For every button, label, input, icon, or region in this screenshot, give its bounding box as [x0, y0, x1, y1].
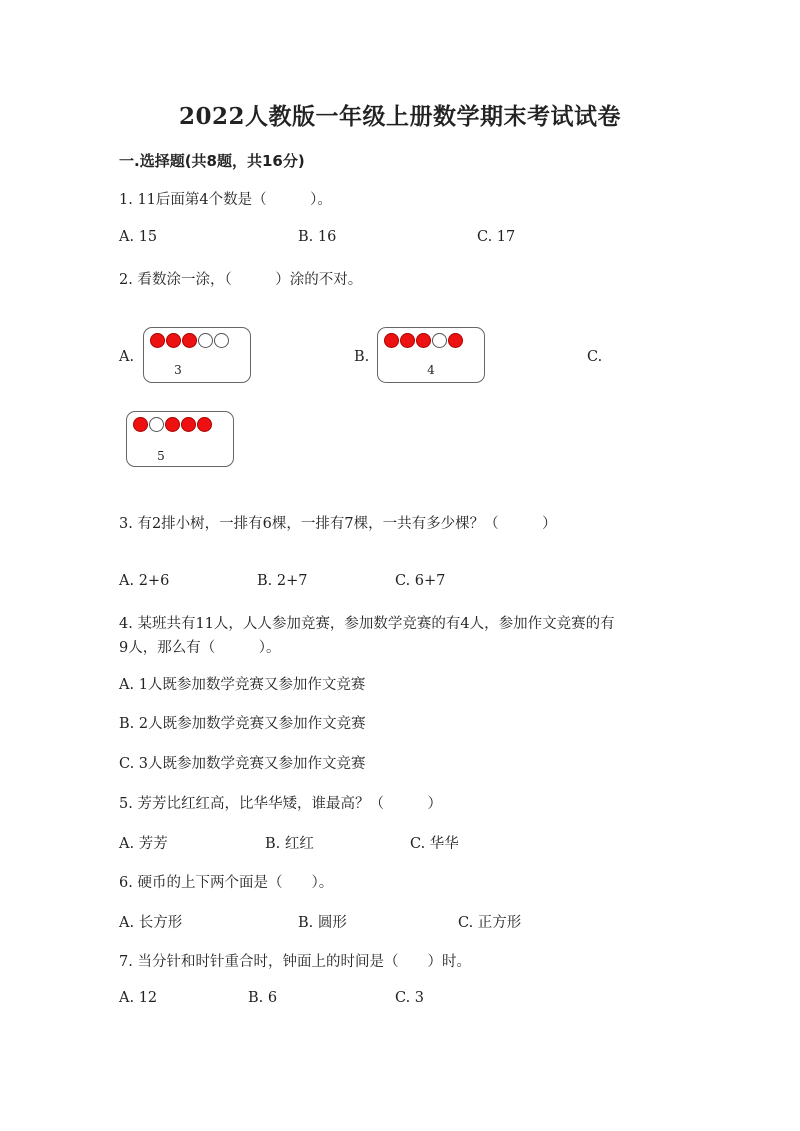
q3-option-b: B. 2+7 — [257, 573, 308, 589]
q4-option-c: C. 3人既参加数学竞赛又参加作文竞赛 — [119, 756, 366, 772]
question-7: 7. 当分针和时针重合时，钟面上的时间是（ ）时。 — [119, 954, 471, 970]
question-4-line-1: 4. 某班共有11人，人人参加竞赛，参加数学竞赛的有4人，参加作文竞赛的有 — [119, 616, 615, 632]
q3-option-a: A. 2+6 — [119, 573, 170, 589]
q2-box-a-number: 3 — [174, 363, 182, 377]
q7-option-c: C. 3 — [395, 990, 425, 1006]
filled-red-circle — [384, 333, 399, 348]
q2-option-c: C. — [587, 349, 603, 365]
q2-box-b-number: 4 — [427, 363, 435, 377]
empty-circle — [149, 417, 164, 432]
q2-box-b — [377, 327, 485, 383]
filled-red-circle — [165, 417, 180, 432]
q5-option-c: C. 华华 — [410, 836, 459, 852]
question-1: 1. 11后面第4个数是（ ）。 — [119, 192, 332, 208]
exam-title: 2022人教版一年级上册数学期末考试试卷 — [178, 103, 621, 130]
q4-option-a: A. 1人既参加数学竞赛又参加作文竞赛 — [119, 677, 366, 693]
q6-option-a: A. 长方形 — [119, 915, 183, 931]
q7-option-b: B. 6 — [248, 990, 278, 1006]
q6-option-c: C. 正方形 — [458, 915, 522, 931]
q2-box-c — [126, 411, 234, 467]
q5-option-a: A. 芳芳 — [119, 836, 168, 852]
filled-red-circle — [400, 333, 415, 348]
filled-red-circle — [166, 333, 181, 348]
filled-red-circle — [182, 333, 197, 348]
question-3: 3. 有2排小树，一排有6棵，一排有7棵，一共有多少棵？（ ） — [119, 516, 557, 532]
q5-option-b: B. 红红 — [265, 836, 314, 852]
q2-box-c-dots — [133, 417, 212, 432]
filled-red-circle — [133, 417, 148, 432]
filled-red-circle — [416, 333, 431, 348]
q1-option-b: B. 16 — [298, 229, 337, 245]
empty-circle — [198, 333, 213, 348]
empty-circle — [214, 333, 229, 348]
question-4-line-2: 9人，那么有（ ）。 — [119, 640, 281, 656]
q2-box-a-dots — [150, 333, 229, 348]
filled-red-circle — [181, 417, 196, 432]
q7-option-a: A. 12 — [119, 990, 158, 1006]
filled-red-circle — [197, 417, 212, 432]
question-5: 5. 芳芳比红红高，比华华矮，谁最高？（ ） — [119, 796, 442, 812]
section-heading: 一.选择题(共8题，共16分) — [119, 152, 305, 170]
q2-box-b-dots — [384, 333, 463, 348]
q2-option-b: B. — [354, 349, 370, 365]
question-6: 6. 硬币的上下两个面是（ ）。 — [119, 875, 334, 891]
q3-option-c: C. 6+7 — [395, 573, 446, 589]
q2-box-c-number: 5 — [157, 449, 165, 463]
filled-red-circle — [150, 333, 165, 348]
q1-option-c: C. 17 — [477, 229, 516, 245]
q6-option-b: B. 圆形 — [298, 915, 347, 931]
question-2: 2. 看数涂一涂，（ ）涂的不对。 — [119, 272, 363, 288]
q4-option-b: B. 2人既参加数学竞赛又参加作文竞赛 — [119, 716, 366, 732]
q1-option-a: A. 15 — [119, 229, 158, 245]
q2-option-a: A. — [119, 349, 135, 365]
empty-circle — [432, 333, 447, 348]
filled-red-circle — [448, 333, 463, 348]
q2-box-a — [143, 327, 251, 383]
